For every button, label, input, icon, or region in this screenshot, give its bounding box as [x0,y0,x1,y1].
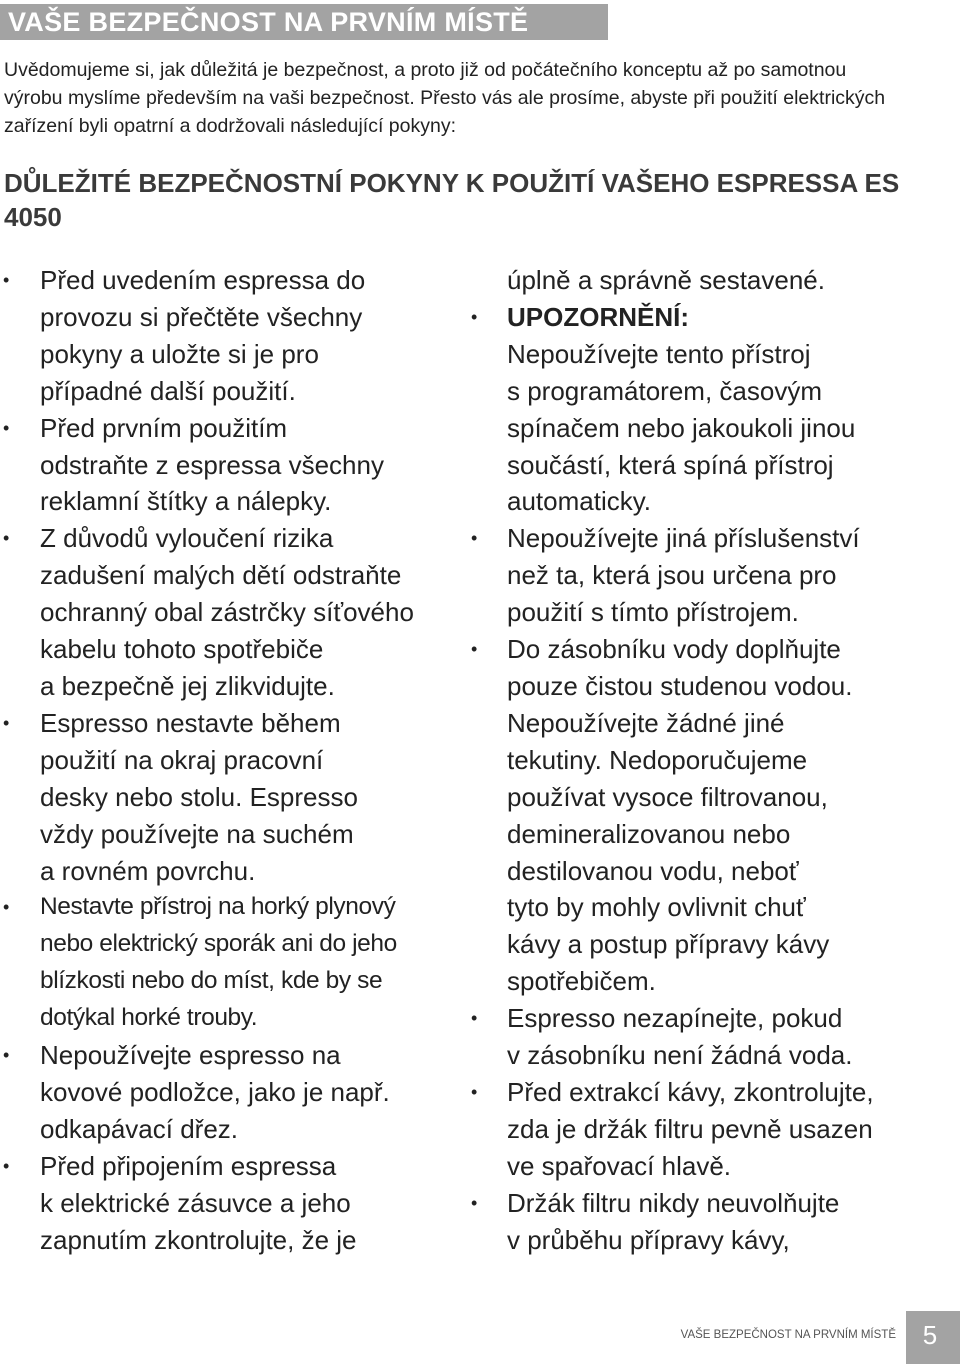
section-heading: DŮLEŽITÉ BEZPEČNOSTNÍ POKYNY K POUŽITÍ VAŠEHO ESPRESSA ES 4050 [4,168,900,232]
list-item-text: Do zásobníku vody doplňujte pouze čistou studenou vodou. Nepoužívejte žádné jiné tekutiny. Nedoporučujeme používat vysoce filtrovanou, demineralizovanou nebo destilovanou vodu, neboť tyto by mohly ovlivnit chuť kávy a postup přípravy kávy spotřebičem. [507,634,853,997]
list-item-text: Před připojením espressa k elektrické zásuvce a jeho zapnutím zkontrolujte, že je [40,1150,357,1255]
bullet-icon: • [3,1045,10,1066]
right-column-list [468,262,960,1258]
warning-item [468,299,960,520]
banner-title: VAŠE BEZPEČNOST NA PRVNÍM MÍSTĚ [8,7,529,37]
list-item-text: Držák filtru nikdy neuvolňujte v průběhu přípravy kávy, [507,1187,840,1255]
list-item-text: Espresso nestavte během použití na okraj pracovní desky nebo stolu. Espresso vždy používejte na suchém a rovném povrchu. [40,707,358,886]
bullet-icon: • [471,306,478,327]
list-item-continuation [468,262,960,299]
list-item [0,705,470,890]
warning-label: UPOZORNĚNÍ: [507,301,689,332]
list-item [0,1148,470,1259]
list-item-text: Nepoužívejte jiná příslušenství než ta, která jsou určena pro použití s tímto přístrojem. [507,523,860,628]
list-item-text: Před prvním použitím odstraňte z espressa všechny reklamní štítky a nálepky. [40,412,384,517]
list-item [0,1037,470,1148]
footer-running-title: VAŠE BEZPEČNOST NA PRVNÍM MÍSTĚ [680,1329,896,1341]
list-item-text: Espresso nezapínejte, pokud v zásobníku není žádná voda. [507,1003,853,1071]
bullet-icon: • [471,639,478,660]
page-number-box [906,1311,960,1364]
bullet-icon: • [3,270,10,290]
list-item [0,410,470,521]
list-item [468,1185,960,1259]
left-column-list [0,262,470,1258]
bullet-icon: • [471,1192,478,1213]
list-item-text: Nestavte přístroj na horký plynový nebo elektrický sporák ani do jeho blízkosti nebo do míst, kde by se dotýkal horké trouby. [40,893,397,1032]
bullet-icon: • [3,417,10,438]
list-item [468,520,960,631]
list-item [468,1074,960,1185]
list-item-text: Před extrakcí kávy, zkontrolujte, zda je držák filtru pevně usazen ve spařovací hlavě. [507,1076,874,1181]
bullet-icon: • [3,897,9,918]
bullet-icon: • [471,1081,478,1102]
bullet-icon: • [3,712,10,733]
bullet-icon: • [471,528,478,549]
bullet-icon: • [3,1155,10,1176]
list-item [0,520,470,705]
bullet-icon: • [471,1008,478,1029]
list-item [0,262,470,410]
warning-text: Nepoužívejte tento přístroj s programátorem, časovým spínačem nebo jakoukoli jinou součástí, která spíná přístroj automaticky. [507,338,856,517]
bullet-icon: • [3,528,10,549]
list-item-text: Z důvodů vyloučení rizika zadušení malých dětí odstraňte ochranný obal zástrčky síťového kabelu tohoto spotřebiče a bezpečně jej zlikvidujte. [40,523,414,701]
list-item-text: Před uvedením espressa do provozu si přečtěte všechny pokyny a uložte si je pro případné další použití. [40,265,366,406]
intro-paragraph: Uvědomujeme si, jak důležitá je bezpečnost, a proto již od počátečního konceptu až po samotnou výrobu myslíme především na vaši bezpečnost. Přesto vás ale prosíme, abyste při použití elektrických zařízení byli opatrní a dodržovali následující pokyny: [4,59,886,137]
list-item-text: úplně a správně sestavené. [507,265,825,295]
header-banner [0,4,608,40]
page-number: 5 [922,1320,938,1350]
list-item [468,631,960,1000]
list-item-text: Nepoužívejte espresso na kovové podložce, jako je např. odkapávací dřez. [40,1040,390,1144]
list-item [468,1000,960,1074]
list-item [0,889,470,1037]
